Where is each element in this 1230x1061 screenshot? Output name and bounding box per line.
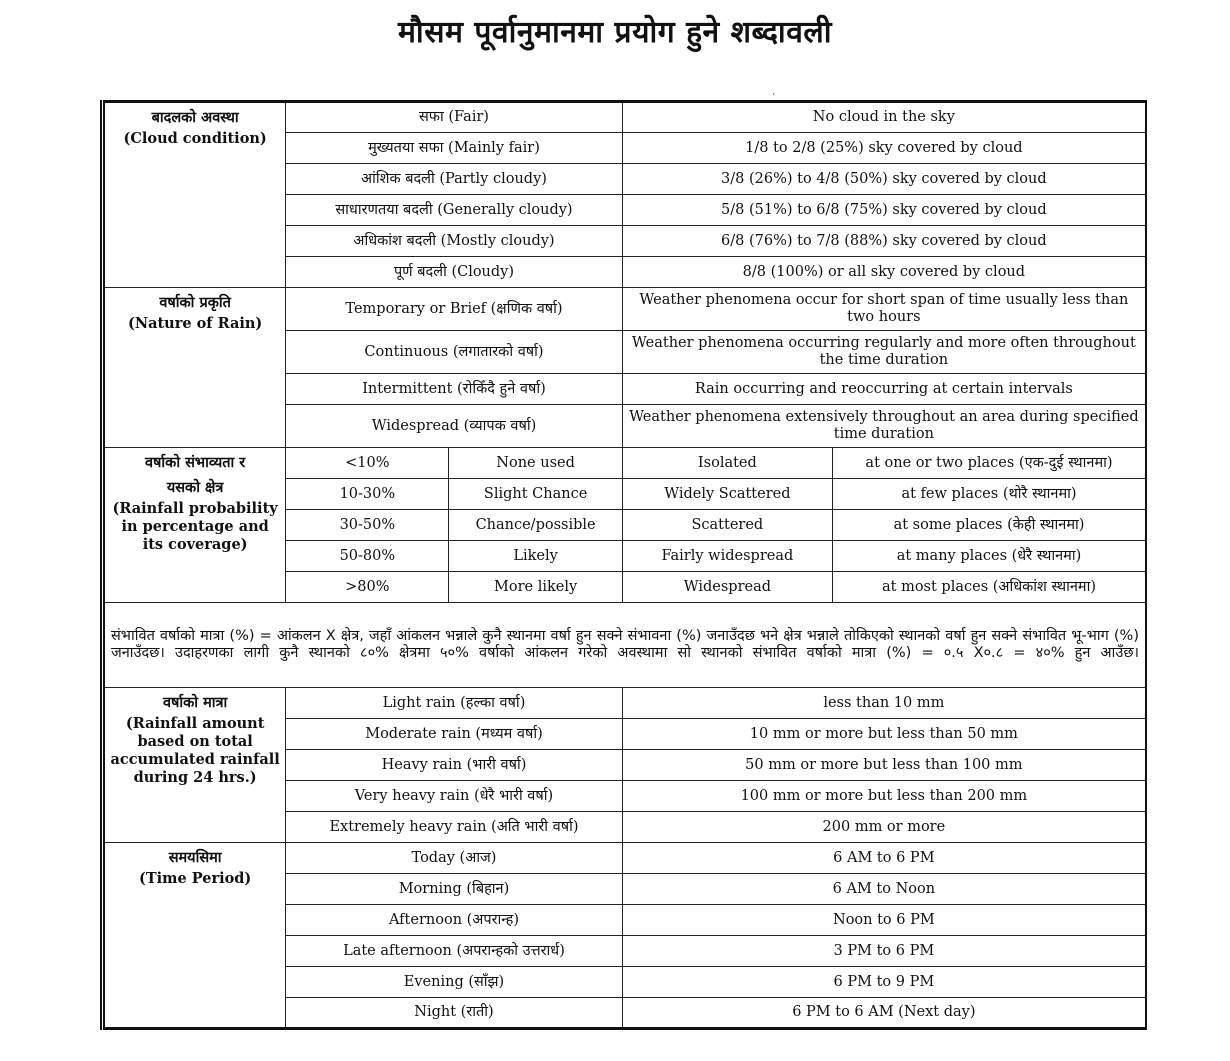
pct-cell: >80% [286,572,449,603]
coverage-cell: Widely Scattered [622,479,832,510]
chance-cell: More likely [449,572,622,603]
desc-cell: 3/8 (26%) to 4/8 (50%) sky covered by cloud [622,164,1146,195]
desc-cell: Weather phenomena occur for short span of time usually less than two hours [622,288,1146,331]
category-amount [103,688,286,843]
desc-cell: 3 PM to 6 PM [622,936,1146,967]
desc-cell: 10 mm or more but less than 50 mm [622,719,1146,750]
coverage-cell: Fairly widespread [622,541,832,572]
desc-cell: Noon to 6 PM [622,905,1146,936]
chance-cell: Slight Chance [449,479,622,510]
category-label-np: वर्षाको प्रकृति [159,294,231,311]
desc-cell: Weather phenomena occurring regularly and more often throughout the time duration [622,331,1146,374]
term-cell: सफा (Fair) [286,102,622,133]
category-label-np: समयसिमा [168,849,222,866]
desc-cell: 6/8 (76%) to 7/8 (88%) sky covered by cloud [622,226,1146,257]
category-label-en: (Rainfall probability in percentage and its coverage) [112,500,278,553]
desc-cell: 6 PM to 9 PM [622,967,1146,998]
stray-mark: ʻ [772,92,776,103]
term-cell: Continuous (लगातारको वर्षा) [286,331,622,374]
desc-cell: 5/8 (51%) to 6/8 (75%) sky covered by cloud [622,195,1146,226]
desc-cell: 6 AM to Noon [622,874,1146,905]
term-cell: आंशिक बदली (Partly cloudy) [286,164,622,195]
table-row [103,288,1147,331]
probability-note: संभावित वर्षाको मात्रा (%) = आंकलन X क्षेत्र, जहाँ आंकलन भन्नाले कुनै स्थानमा वर्षा हुन सक्ने संभावना (%) जनाउँदछ भने क्षेत्र भन्नाले तोकिएको स्थानको वर्षा हुन सक्ने संभावित भू-भाग (%) जनाउँदछ। उदाहरणका लागी कुनै स्थानको ८०% क्षेत्रमा ५०% वर्षाको आंकलन गरेको अवस्थामा सो स्थानको संभावित वर्षाको मात्रा (%) = ०.५ X०.८ = ४०% हुन आउँछ। [103,603,1147,688]
term-cell: पूर्ण बदली (Cloudy) [286,257,622,288]
category-label-np: वर्षाको संभाव्यता र [144,454,246,471]
term-cell: Extremely heavy rain (अति भारी वर्षा) [286,812,622,843]
term-cell: Morning (बिहान) [286,874,622,905]
chance-cell: None used [449,448,622,479]
note-row [103,603,1147,688]
category-label-en: (Time Period) [138,870,252,887]
term-cell: Heavy rain (भारी वर्षा) [286,750,622,781]
desc-cell: 6 PM to 6 AM (Next day) [622,998,1146,1029]
pct-cell: <10% [286,448,449,479]
category-label-np: वर्षाको मात्रा [162,694,228,711]
chance-cell: Chance/possible [449,510,622,541]
desc-cell: Weather phenomena extensively throughout an area during specified time duration [622,405,1146,448]
table-row [103,843,1147,874]
desc-cell: less than 10 mm [622,688,1146,719]
chance-cell: Likely [449,541,622,572]
page-title: मौसम पूर्वानुमानमा प्रयोग हुने शब्दावली [397,15,832,50]
term-cell: Light rain (हल्का वर्षा) [286,688,622,719]
category-time [103,843,286,1029]
coverage-cell: Widespread [622,572,832,603]
desc-cell: 200 mm or more [622,812,1146,843]
category-nature [103,288,286,448]
term-cell: Widespread (व्यापक वर्षा) [286,405,622,448]
coverage-cell: Isolated [622,448,832,479]
category-label-np: बादलको अवस्था [151,109,239,126]
table-row [103,448,1147,479]
term-cell: अधिकांश बदली (Mostly cloudy) [286,226,622,257]
pct-cell: 30-50% [286,510,449,541]
term-cell: Moderate rain (मध्यम वर्षा) [286,719,622,750]
desc-cell: Rain occurring and reoccurring at certain intervals [622,374,1146,405]
places-cell: at many places (धेरै स्थानमा) [833,541,1147,572]
places-cell: at some places (केही स्थानमा) [833,510,1147,541]
category-label-en: (Nature of Rain) [127,315,263,332]
term-cell: Intermittent (रोकिँदै हुने वर्षा) [286,374,622,405]
term-cell: Temporary or Brief (क्षणिक वर्षा) [286,288,622,331]
glossary-table [100,100,1147,1030]
category-cloud [103,102,286,288]
term-cell: Late afternoon (अपरान्हको उत्तरार्ध) [286,936,622,967]
category-label-np: यसको क्षेत्र [166,479,224,496]
places-cell: at one or two places (एक-दुई स्थानमा) [833,448,1147,479]
category-probability [103,448,286,603]
table-row [103,102,1147,133]
category-label-en: (Cloud condition) [123,130,267,147]
coverage-cell: Scattered [622,510,832,541]
desc-cell: 8/8 (100%) or all sky covered by cloud [622,257,1146,288]
term-cell: Night (राती) [286,998,622,1029]
term-cell: Very heavy rain (धेरै भारी वर्षा) [286,781,622,812]
pct-cell: 10-30% [286,479,449,510]
category-label-en: (Rainfall amount based on total accumulated rainfall during 24 hrs.) [110,715,280,786]
places-cell: at few places (थोरै स्थानमा) [833,479,1147,510]
desc-cell: 6 AM to 6 PM [622,843,1146,874]
term-cell: Today (आज) [286,843,622,874]
places-cell: at most places (अधिकांश स्थानमा) [833,572,1147,603]
term-cell: मुख्यतया सफा (Mainly fair) [286,133,622,164]
table-row [103,688,1147,719]
desc-cell: 50 mm or more but less than 100 mm [622,750,1146,781]
desc-cell: 1/8 to 2/8 (25%) sky covered by cloud [622,133,1146,164]
term-cell: Afternoon (अपरान्ह) [286,905,622,936]
term-cell: साधारणतया बदली (Generally cloudy) [286,195,622,226]
term-cell: Evening (साँझ) [286,967,622,998]
desc-cell: No cloud in the sky [622,102,1146,133]
pct-cell: 50-80% [286,541,449,572]
desc-cell: 100 mm or more but less than 200 mm [622,781,1146,812]
